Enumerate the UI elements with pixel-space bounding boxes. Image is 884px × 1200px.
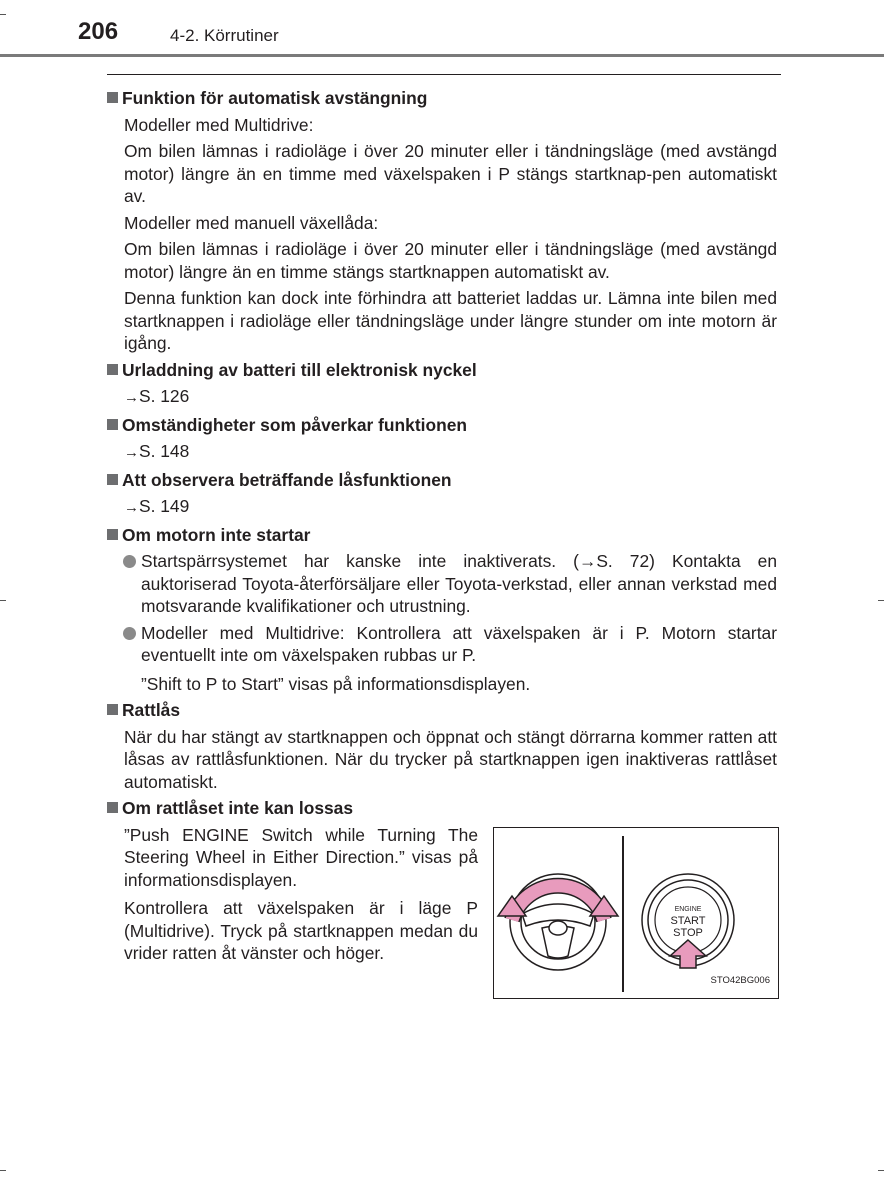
square-bullet-icon bbox=[107, 419, 118, 430]
section-heading: Rattlås bbox=[107, 699, 777, 722]
top-rule bbox=[107, 74, 781, 75]
square-bullet-icon bbox=[107, 529, 118, 540]
page-content bbox=[107, 83, 777, 999]
section-heading: Funktion för automatisk avstängning bbox=[107, 87, 777, 110]
page-number: 206 bbox=[78, 18, 119, 45]
section-heading: Om rattlåset inte kan lossas bbox=[107, 797, 777, 820]
note-text: ”Shift to P to Start” visas på informationsdisplayen. bbox=[141, 673, 531, 694]
page-reference[interactable]: →S. 148 bbox=[124, 441, 190, 461]
section-heading: Om motorn inte startar bbox=[107, 524, 777, 547]
crop-mark bbox=[0, 600, 6, 601]
list-item: Modeller med Multidrive: Kontrollera att växelspaken är i P. Motorn startar eventuellt inte om växelspaken rubbas ur P. bbox=[107, 622, 777, 667]
paragraph: Kontrollera att växelspaken är i läge P (Multidrive). Tryck på startknappen medan du vrider ratten åt vänster och höger. bbox=[124, 898, 478, 963]
paragraph: ”Push ENGINE Switch while Turning The Steering Wheel in Either Direction.” visas på informationsdisplayen. bbox=[124, 824, 478, 890]
round-bullet-icon bbox=[123, 555, 136, 568]
paragraph: Om bilen lämnas i radioläge i över 20 minuter eller i tändningsläge (med avstängd motor) längre än en timme med växelspaken i P stängs startknap-pen automatiskt av. bbox=[124, 141, 777, 206]
section-heading: Omständigheter som påverkar funktionen bbox=[107, 414, 777, 437]
paragraph: När du har stängt av startknappen och öppnat och stängt dörrarna kommer ratten att låsas av rattlåsfunktionen. När du trycker på startknappen igen inaktiveras rattlåset automatiskt. bbox=[124, 726, 777, 792]
button-label-stop: STOP bbox=[673, 926, 703, 939]
crop-mark bbox=[0, 14, 6, 15]
crop-mark bbox=[0, 1170, 6, 1171]
square-bullet-icon bbox=[107, 704, 118, 715]
steering-wheel-icon bbox=[494, 828, 622, 998]
section-heading: Att observera beträffande låsfunktionen bbox=[107, 469, 777, 492]
page-reference[interactable]: →S. 126 bbox=[124, 386, 190, 406]
figure-divider bbox=[622, 836, 624, 992]
arrow-icon: → bbox=[124, 444, 139, 461]
paragraph: Modeller med Multidrive: bbox=[124, 114, 314, 135]
arrow-icon: → bbox=[124, 499, 139, 516]
list-item: Startspärrsystemet har kanske inte inaktiverats. (→S. 72) Kontakta en auktoriserad Toyota-återförsäljare eller Toyota-verkstad, eller annan verkstad med motsvarande kvalifikationer och utrustning. bbox=[107, 550, 777, 618]
square-bullet-icon bbox=[107, 364, 118, 375]
round-bullet-icon bbox=[123, 627, 136, 640]
crop-mark bbox=[878, 600, 884, 601]
arrow-icon: → bbox=[124, 389, 139, 406]
page-reference[interactable]: →S. 149 bbox=[124, 496, 190, 516]
section-heading: Urladdning av batteri till elektronisk nyckel bbox=[107, 359, 777, 382]
paragraph: Modeller med manuell växellåda: bbox=[124, 212, 379, 233]
header-rule bbox=[0, 54, 884, 57]
chapter-title: 4-2. Körrutiner bbox=[170, 26, 279, 45]
steering-lock-illustration bbox=[493, 827, 779, 999]
paragraph: Denna funktion kan dock inte förhindra att batteriet laddas ur. Lämna inte bilen med startknappen i radioläge eller tändningsläge under längre stunder om inte motorn är igång. bbox=[124, 288, 777, 353]
square-bullet-icon bbox=[107, 802, 118, 813]
square-bullet-icon bbox=[107, 92, 118, 103]
paragraph: Om bilen lämnas i radioläge i över 20 minuter eller i tändningsläge (med avstängd motor) längre än en timme stängs startknappen automatiskt av. bbox=[124, 239, 777, 282]
square-bullet-icon bbox=[107, 474, 118, 485]
crop-mark bbox=[878, 1170, 884, 1171]
figure-code: STO42BG006 bbox=[710, 975, 770, 986]
button-label-engine: ENGINE bbox=[674, 905, 702, 913]
button-label-start: START bbox=[670, 914, 706, 927]
